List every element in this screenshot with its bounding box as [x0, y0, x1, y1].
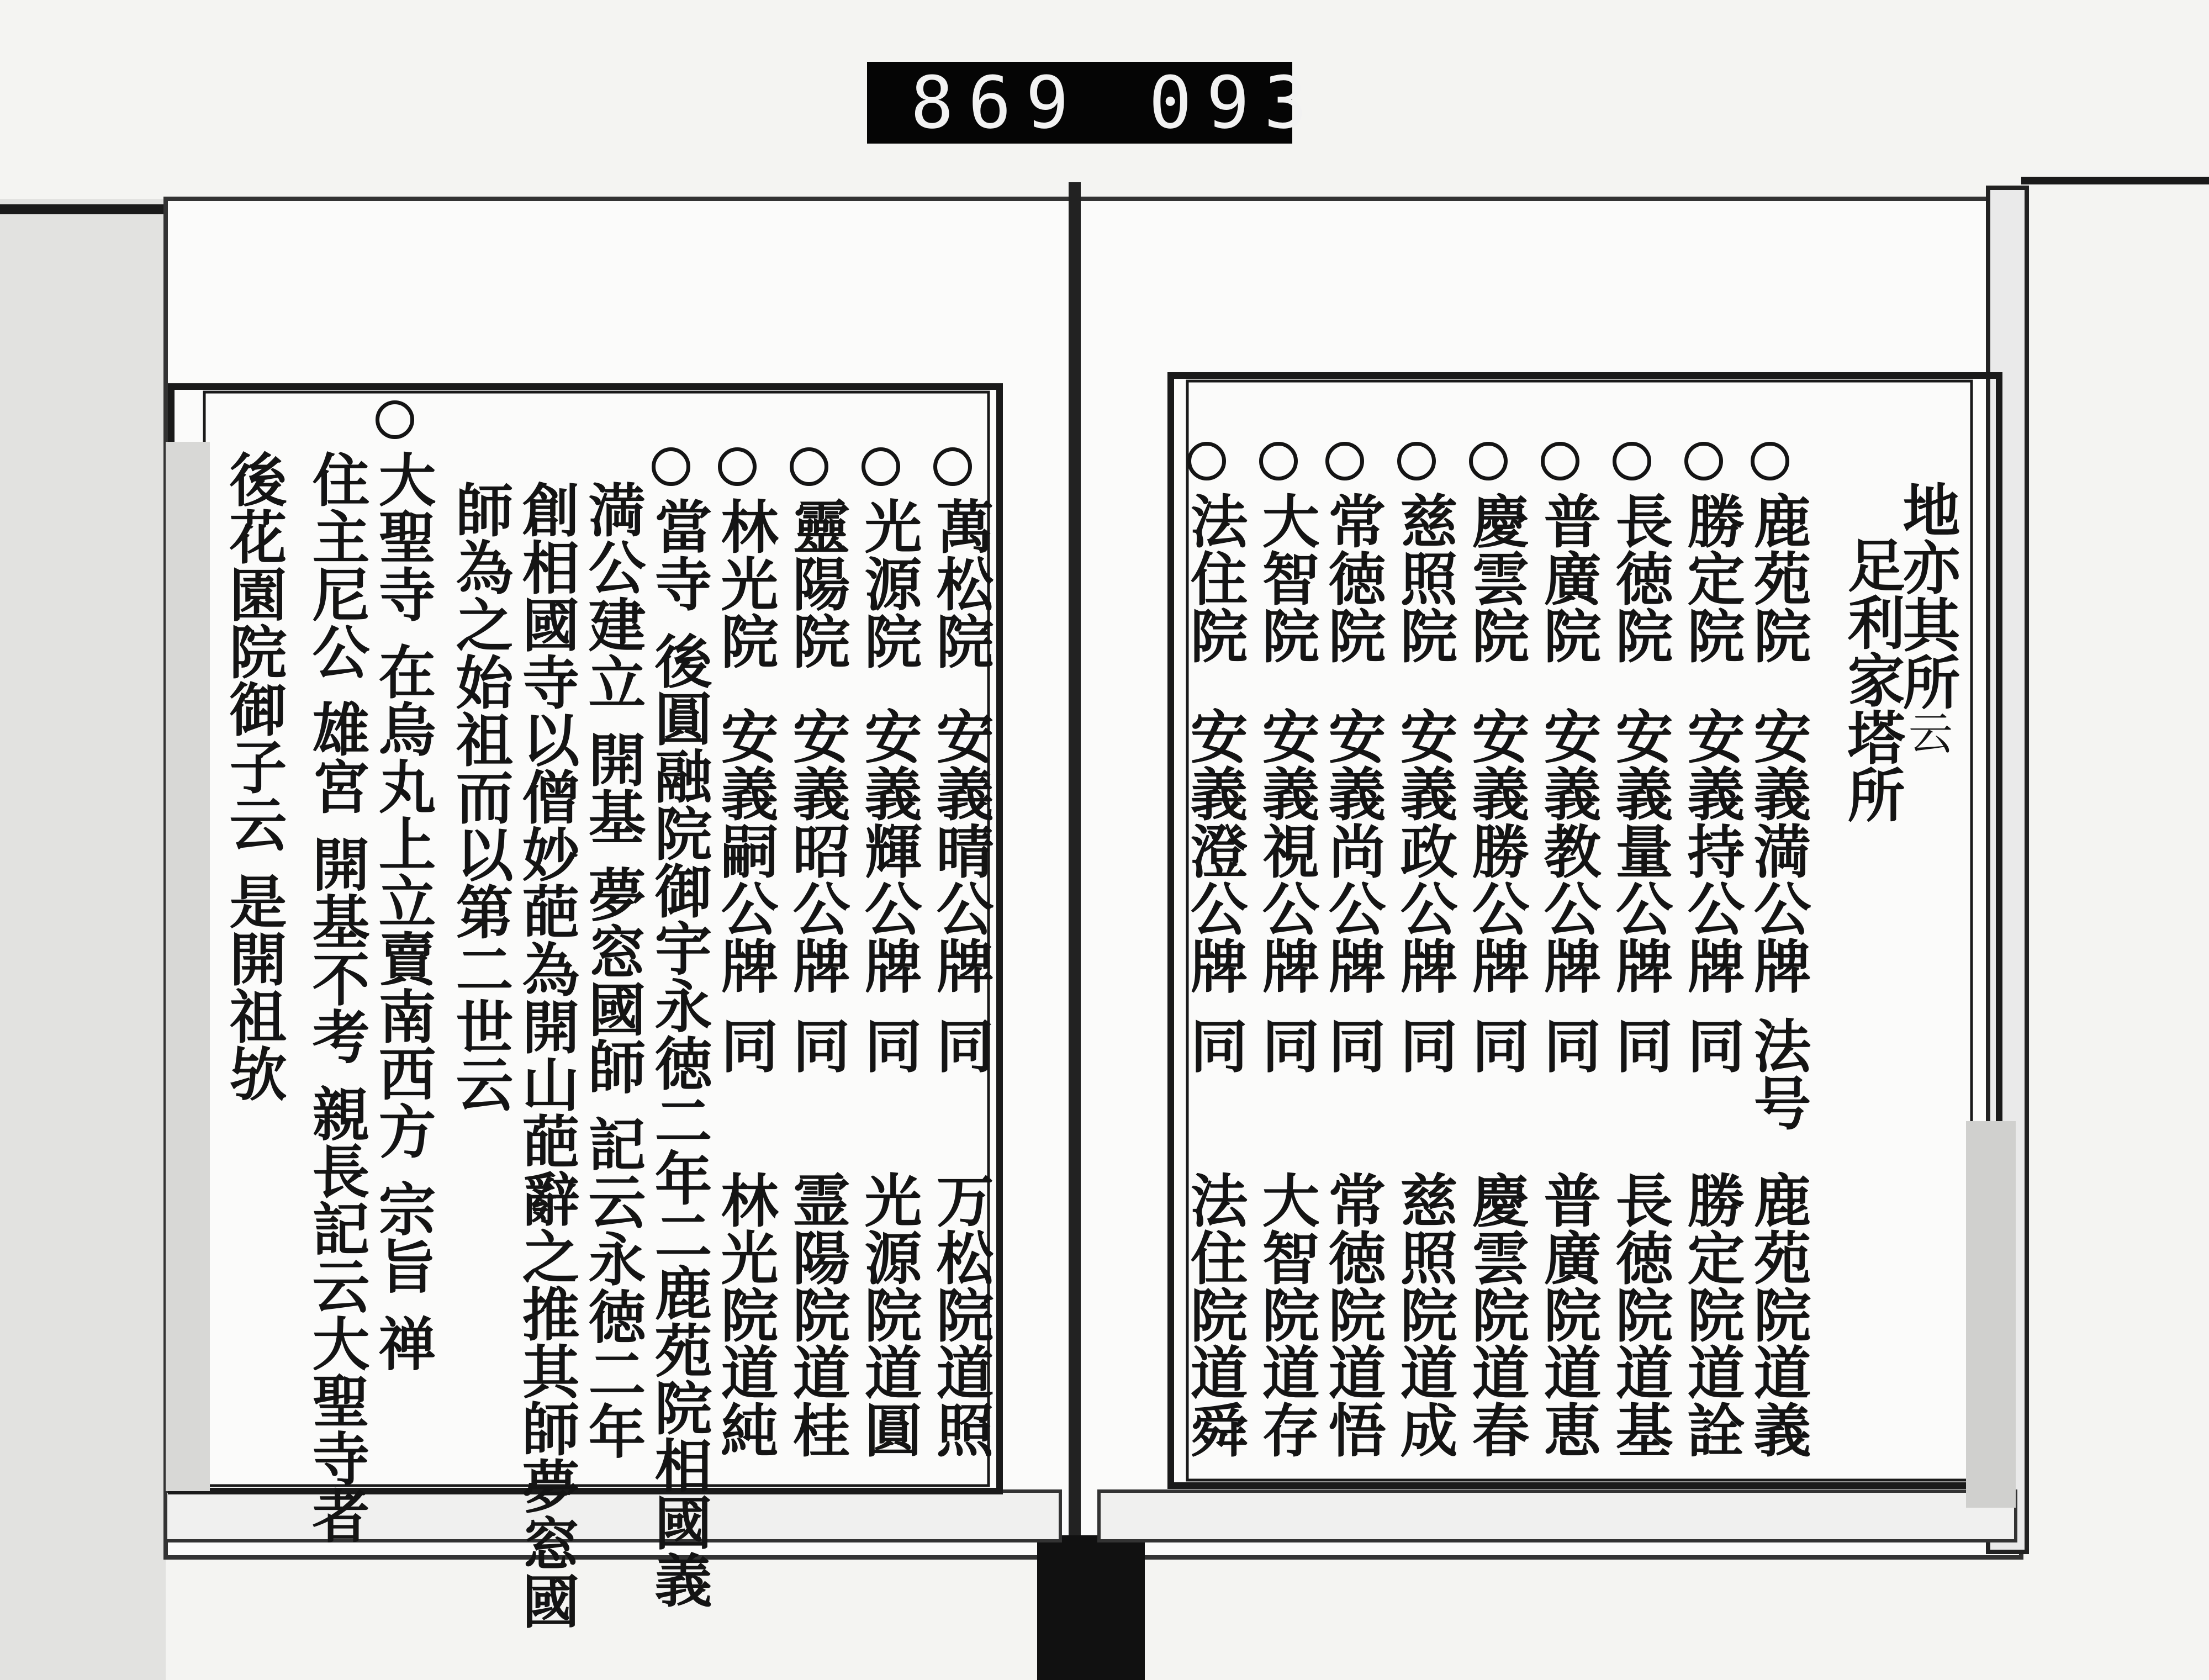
entry-circle-marker [1397, 442, 1436, 480]
entry-circle-marker [1187, 442, 1226, 480]
entry-circle-marker [1684, 442, 1723, 480]
memorial-tablet: 安義澄公牌 [1180, 707, 1249, 994]
body-text-column: 創相國寺以僧妙葩為開山葩辭之推其師夢窓國 [512, 480, 580, 1629]
temple-name: 大智院 [1252, 492, 1320, 664]
body-text-column: 大聖寺 在烏丸上立賣南西方 宗旨 禅 [368, 450, 437, 1372]
memorial-tablet: 安義勝公牌 [1462, 707, 1530, 994]
entry-note: 同 [1252, 1016, 1320, 1074]
dharma-name: 勝定院道詮 [1677, 1171, 1746, 1458]
right-intro-line1: 地亦其所云 [1893, 480, 1961, 754]
temple-name: 慶雲院 [1462, 492, 1530, 664]
entry-circle-marker [933, 447, 972, 486]
entry-note: 同 [1390, 1016, 1458, 1074]
memorial-tablet: 安義持公牌 [1677, 707, 1746, 994]
dharma-name: 霊陽院道桂 [783, 1171, 851, 1458]
entry-circle-marker [1541, 442, 1579, 480]
archive-number-right: 093 [1149, 61, 1322, 145]
entry-note: 同 [1462, 1016, 1530, 1074]
entry-note: 同 [783, 1016, 851, 1074]
entry-note: 法号 [1743, 1016, 1812, 1131]
entry-circle-marker [652, 447, 690, 486]
archive-number-plate-left [867, 62, 1127, 144]
memorial-tablet: 安義満公牌 [1743, 707, 1812, 994]
entry-note: 同 [711, 1016, 779, 1074]
dharma-name: 大智院道存 [1252, 1171, 1320, 1458]
temple-name: 林光院 [711, 497, 779, 669]
body-text-column: 師為之始祖而以第二世云 [446, 480, 514, 1112]
dharma-name: 光源院道圓 [854, 1171, 923, 1458]
entry-note: 同 [854, 1016, 923, 1074]
temple-name: 萬松院 [926, 497, 995, 669]
temple-name: 常徳院 [1318, 492, 1387, 664]
entry-circle-marker [1325, 442, 1364, 480]
archive-number-left: 869 [910, 61, 1084, 145]
entry-circle-marker [1751, 442, 1789, 480]
memorial-tablet: 安義昭公牌 [783, 707, 851, 994]
memorial-tablet: 安義量公牌 [1605, 707, 1674, 994]
temple-name: 普廣院 [1534, 492, 1602, 664]
entry-circle-marker [376, 400, 414, 439]
entry-note: 同 [1677, 1016, 1746, 1074]
entry-circle-marker [1613, 442, 1651, 480]
dharma-name: 慈照院道成 [1390, 1171, 1458, 1458]
dharma-name: 法住院道舜 [1180, 1171, 1249, 1458]
temple-name: 光源院 [854, 497, 923, 669]
temple-name: 法住院 [1180, 492, 1249, 664]
entry-circle-marker [1469, 442, 1508, 480]
entry-note: 同 [1534, 1016, 1602, 1074]
dharma-name: 万松院道照 [926, 1171, 995, 1458]
entry-note: 同 [1180, 1016, 1249, 1074]
temple-name: 勝定院 [1677, 492, 1746, 664]
dharma-name: 林光院道純 [711, 1171, 779, 1458]
temple-name: 鹿苑院 [1743, 492, 1812, 664]
entry-note: 同 [1605, 1016, 1674, 1074]
body-text-column: 當寺 後圓融院御宇永徳二年二鹿苑院相國義 [644, 497, 713, 1609]
dharma-name: 普廣院道恵 [1534, 1171, 1602, 1458]
memorial-tablet: 安義晴公牌 [926, 707, 995, 994]
memorial-tablet: 安義視公牌 [1252, 707, 1320, 994]
entry-circle-marker [718, 447, 757, 486]
body-text-column: 住主尼公 雄宮 開基不考 親長記云大聖寺者 [302, 450, 371, 1544]
memorial-tablet: 安義政公牌 [1390, 707, 1458, 994]
temple-name: 靈陽院 [783, 497, 851, 669]
entry-circle-marker [1259, 442, 1298, 480]
body-text-column: 満公建立 開基 夢窓國師 記云永徳二年 [578, 480, 647, 1460]
dharma-name: 長徳院道基 [1605, 1171, 1674, 1458]
archive-number-plate-right [1127, 61, 1322, 145]
body-text-column: 後花園院御子云 是開祖欤 [219, 450, 288, 1102]
dharma-name: 鹿苑院道義 [1743, 1171, 1812, 1458]
memorial-tablet: 安義嗣公牌 [711, 707, 779, 994]
memorial-tablet: 安義教公牌 [1534, 707, 1602, 994]
entry-note: 同 [1318, 1016, 1387, 1074]
dharma-name: 常徳院道悟 [1318, 1171, 1387, 1458]
dharma-name: 慶雲院道春 [1462, 1171, 1530, 1458]
right-intro-line2: 足利家塔所 [1837, 536, 1906, 823]
temple-name: 長徳院 [1605, 492, 1674, 664]
memorial-tablet: 安義尚公牌 [1318, 707, 1387, 994]
temple-name: 慈照院 [1390, 492, 1458, 664]
entry-note: 同 [926, 1016, 995, 1074]
memorial-tablet: 安義輝公牌 [854, 707, 923, 994]
entry-circle-marker [790, 447, 828, 486]
entry-circle-marker [862, 447, 900, 486]
